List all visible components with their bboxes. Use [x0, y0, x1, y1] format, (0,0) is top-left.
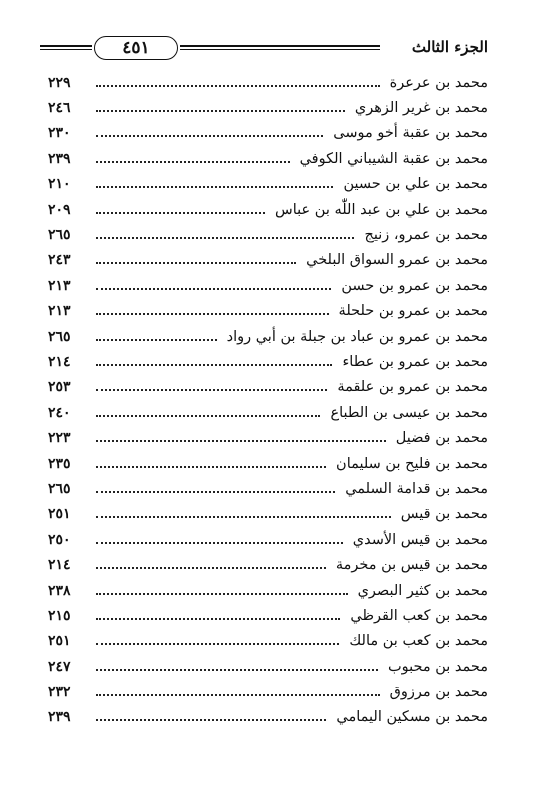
- index-entry: [48, 476, 488, 501]
- dot-leader: [96, 186, 333, 188]
- dot-leader: [96, 288, 331, 290]
- entry-page-number: ٢٤٠: [48, 404, 71, 421]
- index-entry: [48, 552, 488, 577]
- entry-name: محمد بن كعب القرظي: [350, 607, 488, 624]
- entry-page-number: ٢١٥: [48, 607, 71, 624]
- entry-page-number: ٢٣٩: [48, 709, 71, 726]
- entry-page-number: ٢٦٥: [48, 480, 71, 497]
- entry-page-number: ٢٦٥: [48, 227, 71, 244]
- entry-page-number: ٢٣٢: [48, 684, 71, 701]
- entry-page-number: ٢٤٧: [48, 658, 71, 675]
- index-entry: [48, 324, 488, 349]
- dot-leader: [96, 135, 323, 137]
- entry-name: محمد بن علي بن عبد اللّٰه بن عباس: [275, 201, 488, 218]
- index-entry: [48, 146, 488, 171]
- entry-page-number: ٢٠٩: [48, 201, 71, 218]
- entry-name: محمد بن قدامة السلمي: [345, 480, 488, 497]
- dot-leader: [96, 542, 343, 544]
- dot-leader: [96, 339, 217, 341]
- index-entry: [48, 121, 488, 146]
- index-entry: [48, 349, 488, 374]
- entry-page-number: ٢٣٠: [48, 125, 71, 142]
- entry-name: محمد بن مسكين اليمامي: [336, 709, 488, 726]
- dot-leader: [96, 237, 354, 239]
- entry-name: محمد بن عمرو بن حلحلة: [338, 303, 488, 320]
- entry-page-number: ٢٢٩: [48, 74, 71, 91]
- dot-leader: [96, 364, 332, 366]
- entry-name: محمد بن عقبة الشيباني الكوفي: [299, 150, 488, 167]
- index-list: [48, 70, 488, 730]
- index-entry: [48, 273, 488, 298]
- header-rule-left: [40, 45, 92, 50]
- entry-page-number: ٢٢٣: [48, 430, 71, 447]
- dot-leader: [96, 669, 378, 671]
- index-entry: [48, 70, 488, 95]
- entry-name: محمد بن عمرو السواق البلخي: [306, 252, 488, 269]
- entry-name: محمد بن عمرو بن عطاء: [342, 353, 488, 370]
- entry-name: محمد بن عرعرة: [389, 74, 488, 91]
- entry-name: محمد بن فليح بن سليمان: [336, 455, 488, 472]
- entry-name: محمد بن قيس: [400, 506, 488, 523]
- entry-name: محمد بن قيس الأسدي: [352, 531, 488, 548]
- index-entry: [48, 248, 488, 273]
- dot-leader: [96, 643, 339, 645]
- entry-name: محمد بن عيسى بن الطباع: [330, 404, 488, 421]
- entry-page-number: ٢٥٠: [48, 531, 71, 548]
- entry-name: محمد بن عقبة أخو موسى: [333, 125, 488, 142]
- dot-leader: [96, 567, 326, 569]
- dot-leader: [96, 719, 326, 721]
- index-entry: [48, 502, 488, 527]
- entry-page-number: ٢٣٥: [48, 455, 71, 472]
- dot-leader: [96, 593, 348, 595]
- entry-name: محمد بن عمرو بن علقمة: [337, 379, 488, 396]
- index-entry: [48, 629, 488, 654]
- entry-name: محمد بن عمرو، زنيج: [364, 227, 488, 244]
- header-rule-right: [180, 45, 380, 50]
- entry-name: محمد بن غرير الزهري: [354, 100, 488, 117]
- entry-name: محمد بن علي بن حسين: [343, 176, 488, 193]
- index-entry: [48, 197, 488, 222]
- index-entry: [48, 222, 488, 247]
- entry-name: محمد بن مرزوق: [389, 684, 488, 701]
- entry-name: محمد بن عمرو بن عباد بن جبلة بن أبي رواد: [226, 328, 488, 345]
- index-entry: [48, 299, 488, 324]
- dot-leader: [96, 85, 380, 87]
- dot-leader: [96, 161, 290, 163]
- index-entry: [48, 705, 488, 730]
- index-entry: [48, 451, 488, 476]
- dot-leader: [96, 262, 296, 264]
- entry-name: محمد بن كعب بن مالك: [349, 633, 488, 650]
- entry-page-number: ٢١٤: [48, 353, 71, 370]
- dot-leader: [96, 415, 320, 417]
- entry-name: محمد بن محبوب: [387, 658, 488, 675]
- entry-page-number: ٢٤٣: [48, 252, 71, 269]
- dot-leader: [96, 313, 329, 315]
- volume-title: الجزء الثالث: [411, 38, 488, 56]
- index-entry: [48, 95, 488, 120]
- index-entry: [48, 578, 488, 603]
- entry-name: محمد بن قيس بن مخرمة: [335, 557, 488, 574]
- entry-page-number: ٢٦٥: [48, 328, 71, 345]
- entry-name: محمد بن فضيل: [395, 430, 488, 447]
- dot-leader: [96, 212, 265, 214]
- dot-leader: [96, 516, 391, 518]
- index-entry: [48, 527, 488, 552]
- dot-leader: [96, 491, 335, 493]
- index-entry: [48, 172, 488, 197]
- entry-page-number: ٢٣٨: [48, 582, 71, 599]
- entry-name: محمد بن عمرو بن حسن: [341, 277, 488, 294]
- entry-page-number: ٢٥٣: [48, 379, 71, 396]
- dot-leader: [96, 466, 326, 468]
- page-header: [40, 36, 488, 62]
- dot-leader: [96, 389, 327, 391]
- entry-page-number: ٢٥١: [48, 506, 71, 523]
- index-entry: [48, 375, 488, 400]
- entry-page-number: ٢٣٩: [48, 150, 71, 167]
- index-entry: [48, 654, 488, 679]
- dot-leader: [96, 440, 386, 442]
- entry-page-number: ٢٥١: [48, 633, 71, 650]
- index-entry: [48, 679, 488, 704]
- entry-page-number: ٢١٣: [48, 303, 71, 320]
- index-entry: [48, 425, 488, 450]
- entry-page-number: ٢١٠: [48, 176, 71, 193]
- entry-name: محمد بن كثير البصري: [357, 582, 488, 599]
- page-number: ٤٥١: [94, 36, 178, 60]
- index-entry: [48, 400, 488, 425]
- entry-page-number: ٢٤٦: [48, 100, 71, 117]
- index-entry: [48, 603, 488, 628]
- entry-page-number: ٢١٣: [48, 277, 71, 294]
- dot-leader: [96, 110, 345, 112]
- dot-leader: [96, 694, 380, 696]
- entry-page-number: ٢١٤: [48, 557, 71, 574]
- dot-leader: [96, 618, 340, 620]
